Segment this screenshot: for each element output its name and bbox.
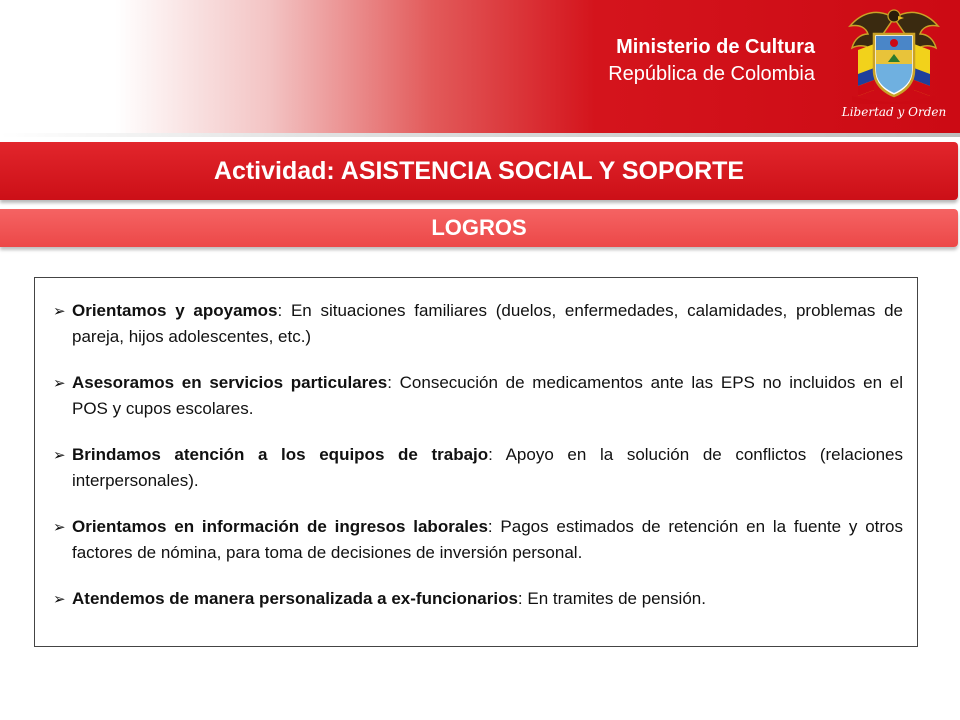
- achievement-item: [53, 514, 903, 566]
- achievement-text: : En situaciones familiares (duelos, enfermedades, calamidades, problemas de pareja, hijos adolescentes, etc.): [72, 301, 903, 346]
- activity-title-bar: [0, 142, 958, 200]
- section-title-bar: [0, 209, 958, 247]
- achievement-item: [53, 370, 903, 422]
- achievement-text: : Apoyo en la solución de conflictos (relaciones interpersonales).: [72, 445, 903, 490]
- header-banner: [0, 0, 960, 133]
- achievement-lead: Orientamos en información de ingresos laborales: [72, 517, 488, 536]
- arrow-bullet-icon: ➢: [53, 374, 66, 392]
- achievement-text: : Pagos estimados de retención en la fuente y otros factores de nómina, para toma de decisiones de inversión personal.: [72, 517, 903, 562]
- ministry-block: [608, 34, 815, 88]
- coat-of-arms-icon: [838, 4, 950, 130]
- achievement-item: [53, 298, 903, 350]
- achievement-lead: Asesoramos en servicios particulares: [72, 373, 388, 392]
- section-title: LOGROS: [431, 215, 527, 240]
- activity-title: Actividad: ASISTENCIA SOCIAL Y SOPORTE: [213, 156, 745, 185]
- achievement-text: : En tramites de pensión.: [517, 589, 706, 608]
- arrow-bullet-icon: ➢: [53, 518, 66, 536]
- crest-motto: Libertad y Orden: [841, 105, 947, 119]
- achievement-item: [53, 586, 903, 612]
- ministry-name: Ministerio de Cultura: [616, 36, 815, 58]
- achievements-box: [34, 277, 918, 647]
- country-name: República de Colombia: [608, 63, 815, 85]
- achievement-lead: Orientamos y apoyamos: [72, 301, 278, 320]
- header-divider: [0, 133, 960, 137]
- achievement-text: : Consecución de medicamentos ante las EPS no incluidos en el POS y cupos escolares.: [72, 373, 903, 418]
- arrow-bullet-icon: ➢: [53, 302, 66, 320]
- achievement-lead: Brindamos atención a los equipos de trabajo: [72, 445, 489, 464]
- achievement-item: [53, 442, 903, 494]
- coat-of-arms-graphic: [838, 4, 950, 104]
- arrow-bullet-icon: ➢: [53, 590, 66, 608]
- achievement-lead: Atendemos de manera personalizada a ex-funcionarios: [72, 589, 518, 608]
- arrow-bullet-icon: ➢: [53, 446, 66, 464]
